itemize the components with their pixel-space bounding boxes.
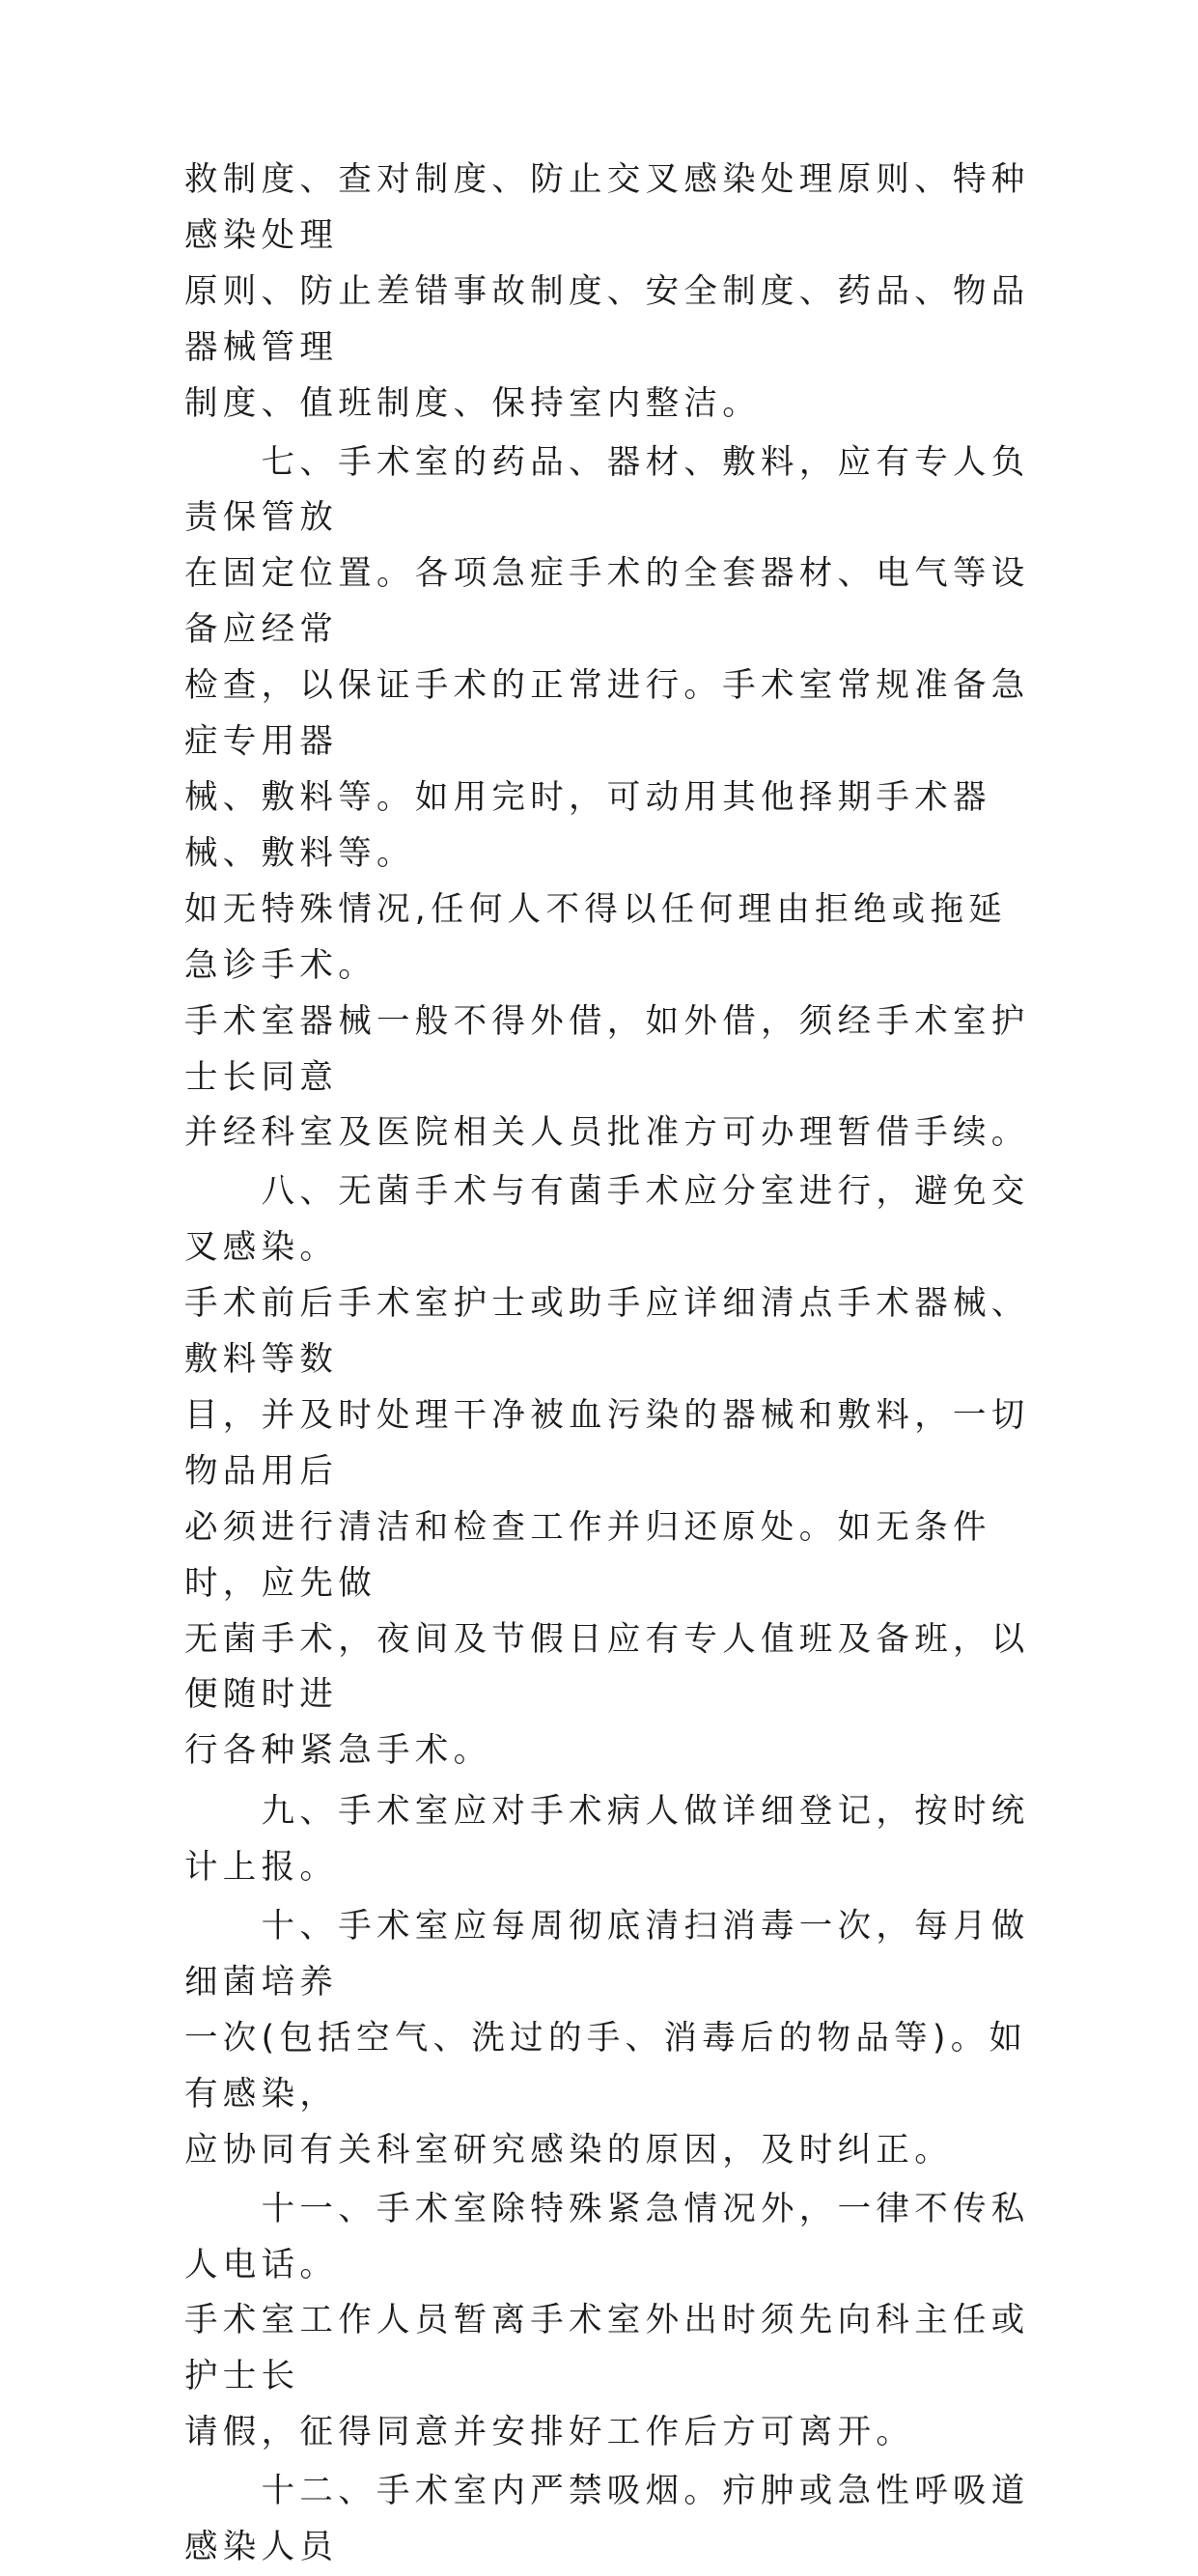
text-line: 手术前后手术室护士或助手应详细清点手术器械、敷料等数: [184, 1284, 1030, 1380]
text-line: 械、敷料等。如用完时，可动用其他择期手术器械、敷料等。: [184, 777, 991, 873]
text-line: 七、手术室的药品、器材、敷料，应有专人负责保管放: [184, 442, 1030, 538]
paragraph-rules-continued: [184, 153, 1034, 433]
text-line: 无菌手术，夜间及节假日应有专人值班及备班，以便随时进: [184, 1619, 1030, 1715]
text-line: 并经科室及医院相关人员批准方可办理暂借手续。: [184, 1113, 1030, 1153]
text-line: 原则、防止差错事故制度、安全制度、药品、物品器械管理: [184, 271, 1030, 367]
paragraph-item-12: [184, 2464, 1034, 2576]
text-line: 十一、手术室除特殊紧急情况外，一律不传私人电话。: [184, 2189, 1030, 2284]
text-line: 十二、手术室内严禁吸烟。疖肿或急性呼吸道感染人员: [184, 2472, 1030, 2567]
text-line: 手术室工作人员暂离手术室外出时须先向科主任或护士长: [184, 2301, 1030, 2396]
text-line: 应协同有关科室研究感染的原因，及时纠正。: [184, 2130, 953, 2170]
paragraph-item-8: [184, 1164, 1034, 1779]
paragraph-item-7: [184, 435, 1034, 1162]
text-line: 目，并及时处理干净被血污染的器械和敷料，一切物品用后: [184, 1395, 1030, 1491]
text-line: 如无特殊情况,任何人不得以任何理由拒绝或拖延急诊手术。: [184, 889, 1008, 985]
text-line: 手术室器械一般不得外借，如外借，须经手术室护士长同意: [184, 1001, 1030, 1097]
text-line: 必须进行清洁和检查工作并归还原处。如无条件时，应先做: [184, 1507, 991, 1603]
text-line: 八、无菌手术与有菌手术应分室进行，避免交叉感染。: [184, 1172, 1030, 1268]
text-line: 行各种紧急手术。: [184, 1731, 492, 1771]
paragraph-item-11: [184, 2182, 1034, 2462]
document-body: [184, 153, 1034, 2576]
text-line: 一次(包括空气、洗过的手、消毒后的物品等)。如有感染，: [184, 2018, 1028, 2114]
text-line: 十、手术室应每周彻底清扫消毒一次，每月做细菌培养: [184, 1907, 1030, 2002]
paragraph-item-9: [184, 1784, 1034, 1896]
text-line: 请假，征得同意并安排好工作后方可离开。: [184, 2413, 915, 2452]
paragraph-item-10: [184, 1899, 1034, 2179]
text-line: 在固定位置。各项急症手术的全套器材、电气等设备应经常: [184, 554, 1030, 650]
text-line: 救制度、查对制度、防止交叉感染处理原则、特种感染处理: [184, 160, 1030, 255]
text-line: 九、手术室应对手术病人做详细登记，按时统计上报。: [184, 1792, 1030, 1888]
text-line: 制度、值班制度、保持室内整洁。: [184, 383, 761, 423]
text-line: 检查，以保证手术的正常进行。手术室常规准备急症专用器: [184, 666, 1030, 762]
